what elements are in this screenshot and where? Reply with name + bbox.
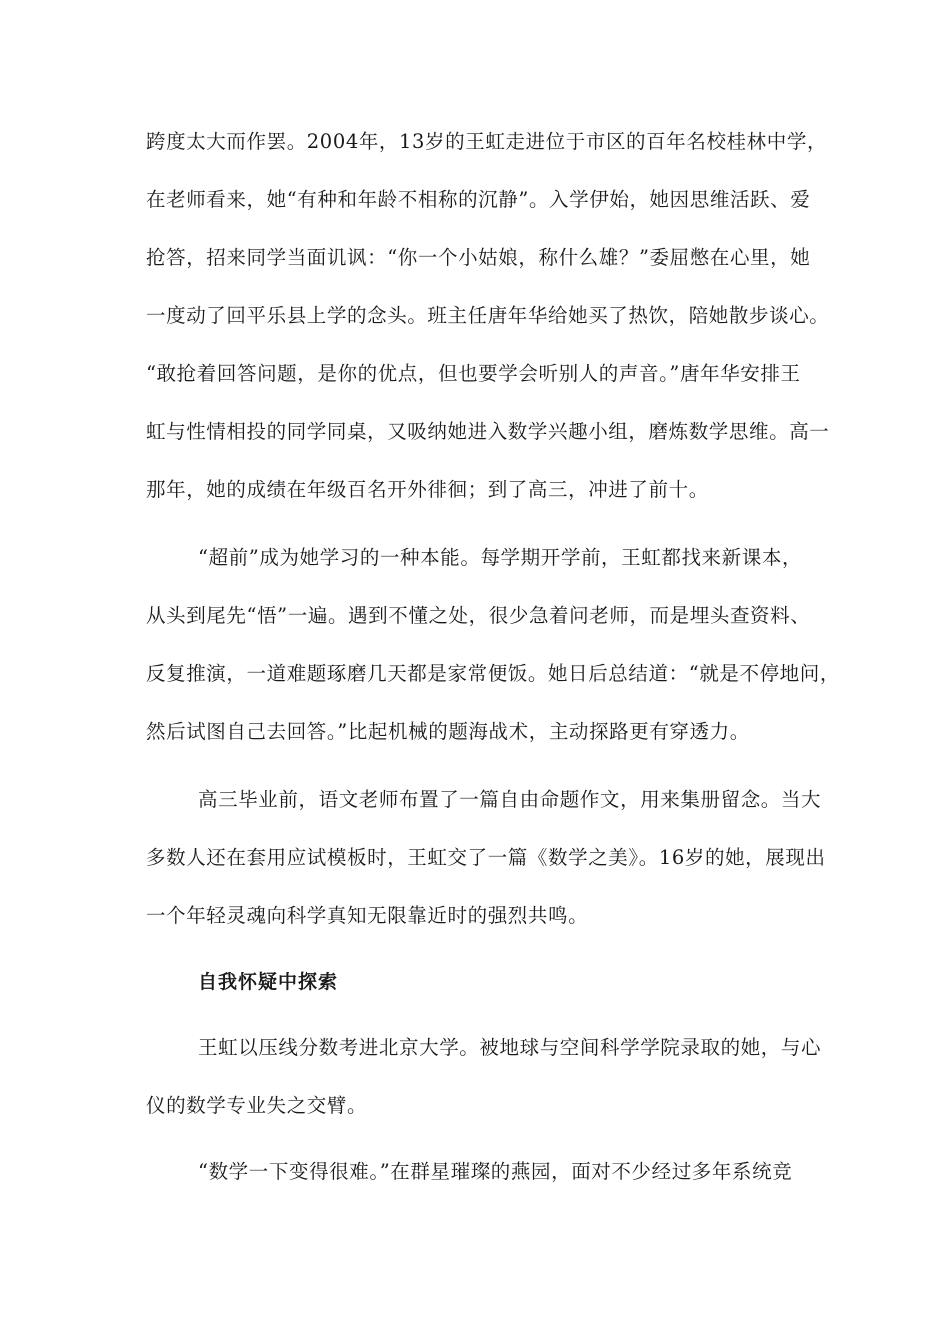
text-line: 抢答，招来同学当面讥讽：“你一个小姑娘，称什么雄？”委屈憋在心里，她	[146, 246, 811, 269]
text-line: 从头到尾先“悟”一遍。遇到不懂之处，很少急着问老师，而是埋头查资料、	[146, 604, 811, 627]
text-line: 一个年轻灵魂向科学真知无限靠近时的强烈共鸣。	[146, 904, 589, 927]
text-line: 跨度太大而作罢。2004年，13岁的王虹走进位于市区的百年名校桂林中学，	[146, 130, 828, 153]
text-line: 虹与性情相投的同学同桌，又吸纳她进入数学兴趣小组，磨炼数学思维。高一	[146, 420, 830, 443]
text-line: 那年，她的成绩在年级百名开外徘徊；到了高三，冲进了前十。	[146, 478, 709, 501]
text-line: 反复推演，一道难题琢磨几天都是家常便饭。她日后总结道：“就是不停地问，	[146, 662, 840, 685]
text-line: 多数人还在套用应试模板时，王虹交了一篇《数学之美》。16岁的她，展现出	[146, 846, 826, 869]
section-heading: 自我怀疑中探索	[198, 971, 339, 993]
paragraph-first-line: “超前”成为她学习的一种本能。每学期开学前，王虹都找来新课本，	[198, 546, 803, 569]
text-line: 一度动了回平乐县上学的念头。班主任唐年华给她买了热饮，陪她散步谈心。	[146, 304, 830, 327]
paragraph-first-line: 高三毕业前，语文老师布置了一篇自由命题作文，用来集册留念。当大	[198, 788, 822, 811]
paragraph-first-line: 王虹以压线分数考进北京大学。被地球与空间科学学院录取的她，与心	[198, 1036, 822, 1059]
text-line: 在老师看来，她“有种和年龄不相称的沉静”。入学伊始，她因思维活跃、爱	[146, 188, 811, 211]
text-line: 然后试图自己去回答。”比起机械的题海战术，主动探路更有穿透力。	[146, 720, 750, 743]
text-line: “敢抢着回答问题，是你的优点，但也要学会听别人的声音。”唐年华安排王	[146, 362, 801, 385]
paragraph-first-line: “数学一下变得很难。”在群星璀璨的燕园，面对不少经过多年系统竞	[198, 1160, 793, 1183]
text-line: 仪的数学专业失之交臂。	[146, 1094, 368, 1117]
